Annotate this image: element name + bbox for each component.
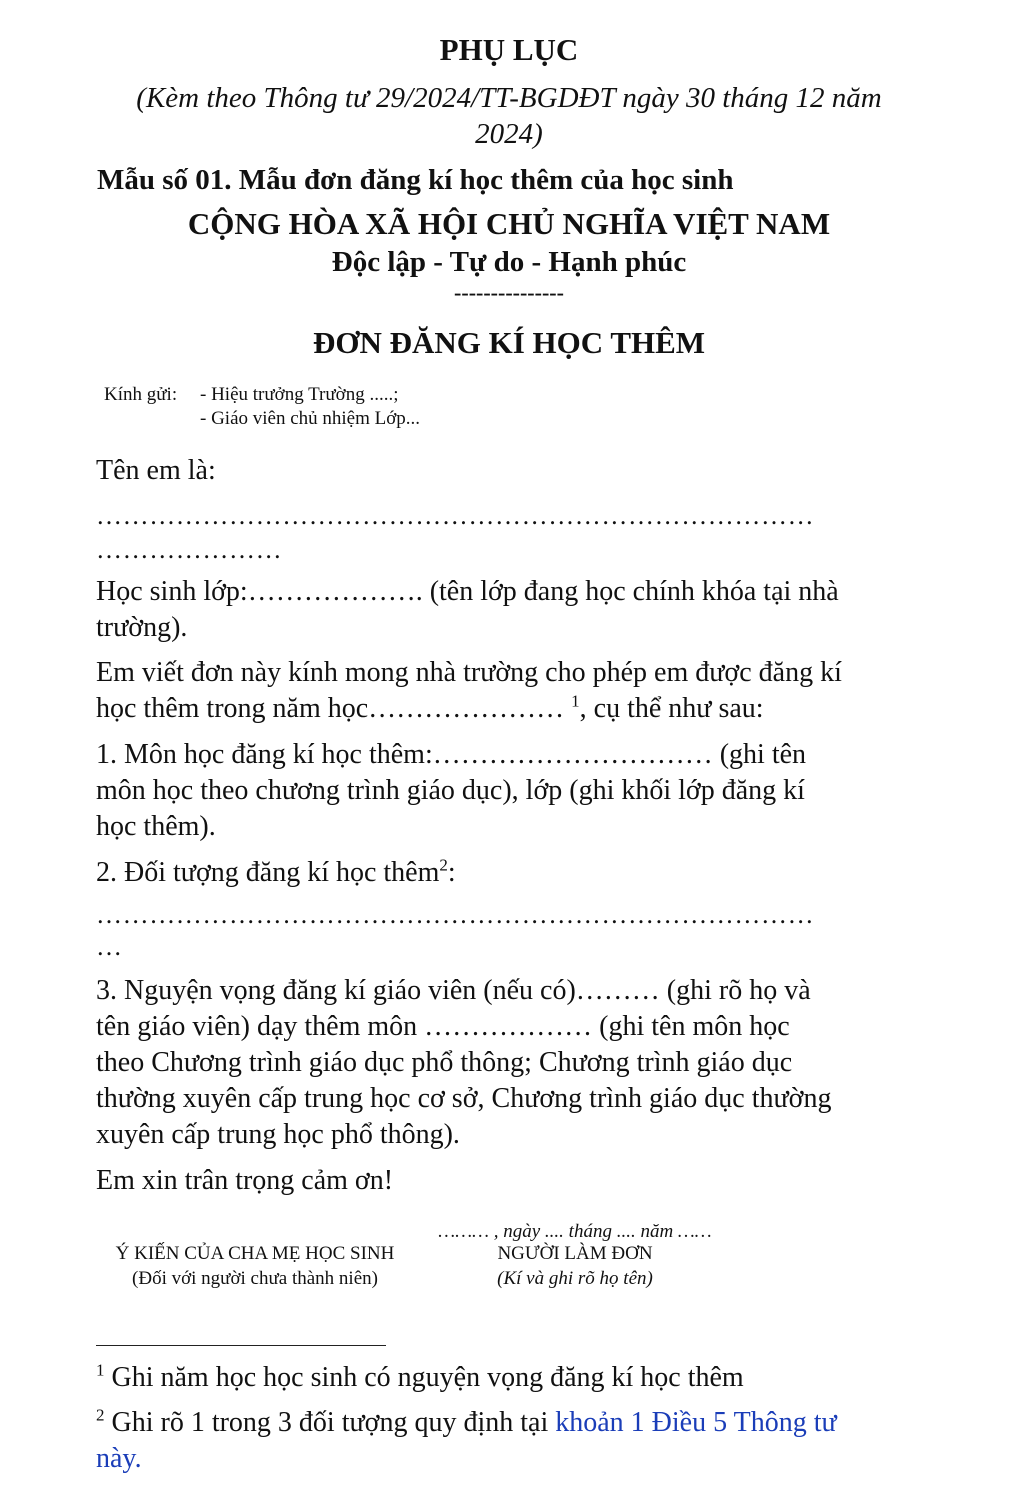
footnote-2 (96, 1405, 926, 1477)
item-3-paragraph (96, 973, 926, 1153)
item-2-text: 2. Đối tượng đăng kí học thêm (96, 857, 440, 888)
recipient-homeroom-teacher: - Giáo viên chủ nhiệm Lớp... (200, 408, 421, 429)
item-2-fill-dots-2: … (96, 932, 123, 961)
item-1-line-1: 1. Môn học đăng kí học thêm:………………………… (ghi tên (96, 739, 807, 770)
request-line-1: Em viết đơn này kính mong nhà trường cho phép em được đăng kí (96, 657, 842, 688)
parent-opinion-note: (Đối với người chưa thành niên) (132, 1268, 378, 1289)
thanks-line: Em xin trân trọng cảm ơn! (96, 1165, 394, 1196)
footnote-1-text: Ghi năm học học sinh có nguyện vọng đăng kí học thêm (104, 1362, 744, 1393)
item-1-paragraph (96, 737, 926, 845)
item-1-line-2: môn học theo chương trình giáo dục), lớp (ghi khối lớp đăng kí (96, 775, 805, 806)
item-2-colon: : (447, 857, 456, 888)
footnote-separator (96, 1345, 386, 1346)
legal-reference-link-continued[interactable]: này (96, 1443, 135, 1474)
footnote-2-mark: 2 (96, 1405, 105, 1425)
appendix-title: PHỤ LỤC (439, 32, 579, 67)
name-fill-dots-2: ………………… (96, 535, 283, 564)
form-number-title: Mẫu số 01. Mẫu đơn đăng kí học thêm của học sinh (97, 164, 734, 196)
applicant-title: NGƯỜI LÀM ĐƠN (497, 1243, 653, 1264)
footnote-2-line-2 (96, 1441, 926, 1477)
class-paragraph (96, 574, 926, 646)
recipient-principal: - Hiệu trưởng Trường .....; (200, 384, 399, 405)
signature-date-line: ……… , ngày .... tháng .... năm …… (438, 1221, 712, 1242)
parent-opinion-title: Ý KIẾN CỦA CHA MẸ HỌC SINH (115, 1243, 395, 1264)
item-3-line-1: 3. Nguyện vọng đăng kí giáo viên (nếu có)……… (ghi rõ họ và (96, 975, 811, 1006)
request-line-2 (96, 691, 926, 727)
footnote-1 (96, 1360, 926, 1396)
request-paragraph (96, 655, 926, 727)
document-title: ĐƠN ĐĂNG KÍ HỌC THÊM (312, 325, 706, 360)
item-2-line (96, 855, 926, 891)
applicant-note: (Kí và ghi rõ họ tên) (497, 1268, 653, 1289)
appendix-attachment-note (100, 80, 918, 152)
legal-reference-link[interactable]: khoản 1 Điều 5 Thông tư (555, 1407, 837, 1438)
request-line-2-end: , cụ thể như sau: (579, 693, 764, 724)
attachment-line-2: 2024) (475, 118, 543, 150)
footnote-ref-2: 2 (439, 855, 448, 875)
footnote-1-mark: 1 (96, 1360, 105, 1380)
name-label: Tên em là: (96, 455, 216, 486)
attachment-line-1: (Kèm theo Thông tư 29/2024/TT-BGDĐT ngày 30 tháng 12 năm (136, 82, 882, 114)
request-line-2-text: học thêm trong năm học………………… (96, 693, 572, 724)
national-title: CỘNG HÒA XÃ HỘI CHỦ NGHĨA VIỆT NAM (187, 206, 831, 241)
item-2-fill-dots-1: ……………………………………………………………………… (96, 900, 815, 929)
item-3-line-5: xuyên cấp trung học phổ thông). (96, 1119, 460, 1150)
recipients-label: Kính gửi: (104, 384, 178, 405)
footnote-2-line-1 (96, 1405, 926, 1441)
item-3-line-2: tên giáo viên) dạy thêm môn ……………… (ghi tên môn học (96, 1011, 790, 1042)
class-line-2: trường). (96, 612, 188, 643)
name-fill-dots-1: ……………………………………………………………………… (96, 501, 815, 530)
class-line-1: Học sinh lớp:………………. (tên lớp đang học chính khóa tại nhà (96, 576, 839, 607)
footnote-2-text: Ghi rõ 1 trong 3 đối tượng quy định tại (104, 1407, 556, 1438)
footnote-ref-1: 1 (571, 691, 580, 711)
item-1-line-3: học thêm). (96, 811, 216, 842)
footnote-2-end: . (134, 1443, 142, 1474)
item-3-line-4: thường xuyên cấp trung học cơ sở, Chương trình giáo dục thường (96, 1083, 832, 1114)
national-motto: Độc lập - Tự do - Hạnh phúc (331, 246, 687, 278)
item-3-line-3: theo Chương trình giáo dục phổ thông; Chương trình giáo dục (96, 1047, 793, 1078)
separator-line: --------------- (454, 280, 564, 305)
